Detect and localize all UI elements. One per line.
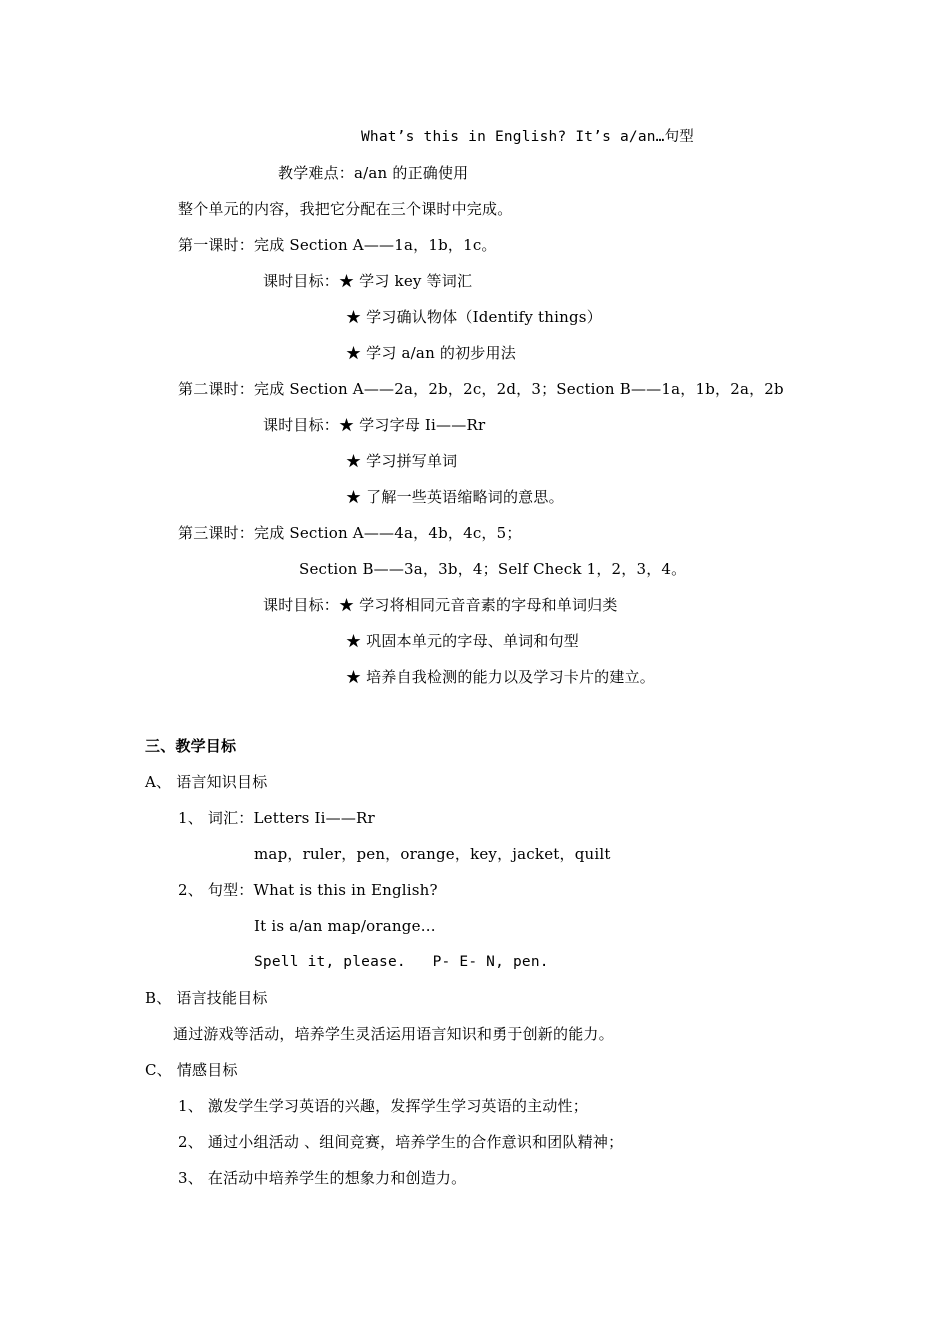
lesson-1-goal-2: ★ 学习确认物体（Identify things） bbox=[346, 308, 602, 326]
goal-a-sentence: 2、 句型：What is this in English? bbox=[178, 881, 438, 899]
sentence-pattern-line: What’s this in English? It’s a/an…句型 bbox=[361, 129, 695, 145]
unit-allocation-text: 整个单元的内容，我把它分配在三个课时中完成。 bbox=[178, 200, 513, 218]
goal-c-heading: C、 情感目标 bbox=[145, 1061, 238, 1079]
lesson-3-goal-2: ★ 巩固本单元的字母、单词和句型 bbox=[346, 632, 579, 650]
lesson-3-goal-3: ★ 培养自我检测的能力以及学习卡片的建立。 bbox=[346, 668, 655, 686]
lesson-1-heading: 第一课时：完成 Section A——1a，1b，1c。 bbox=[178, 236, 497, 254]
lesson-3-goal-1: 课时目标：★ 学习将相同元音音素的字母和单词归类 bbox=[263, 596, 618, 614]
goal-c-item-2: 2、 通过小组活动 、组间竞赛，培养学生的合作意识和团队精神； bbox=[178, 1133, 624, 1151]
goal-a-heading: A、 语言知识目标 bbox=[145, 773, 268, 791]
goal-a-sentence-3: Spell it, please. P- E- N, pen. bbox=[254, 954, 549, 970]
lesson-2-goal-1: 课时目标：★ 学习字母 Ii——Rr bbox=[263, 416, 486, 434]
section-heading-teaching-goals: 三、教学目标 bbox=[145, 737, 237, 755]
lesson-3-heading: 第三课时：完成 Section A——4a，4b，4c，5； bbox=[178, 524, 522, 542]
goal-c-item-3: 3、 在活动中培养学生的想象力和创造力。 bbox=[178, 1169, 467, 1187]
goal-a-sentence-2: It is a/an map/orange… bbox=[254, 917, 436, 935]
lesson-2-goal-3: ★ 了解一些英语缩略词的意思。 bbox=[346, 488, 564, 506]
goal-c-item-1: 1、 激发学生学习英语的兴趣，发挥学生学习英语的主动性； bbox=[178, 1097, 588, 1115]
goal-b-heading: B、 语言技能目标 bbox=[145, 989, 268, 1007]
lesson-2-goal-2: ★ 学习拼写单词 bbox=[346, 452, 458, 470]
teaching-difficulty: 教学难点：a/an 的正确使用 bbox=[278, 164, 469, 182]
lesson-3-heading-cont: Section B——3a，3b，4；Self Check 1，2，3，4。 bbox=[299, 560, 687, 578]
goal-a-vocab-words: map，ruler，pen，orange，key，jacket，quilt bbox=[254, 845, 611, 863]
lesson-1-goal-3: ★ 学习 a/an 的初步用法 bbox=[346, 344, 516, 362]
goal-a-vocab: 1、 词汇：Letters Ii——Rr bbox=[178, 809, 375, 827]
lesson-1-goal-1: 课时目标：★ 学习 key 等词汇 bbox=[263, 272, 473, 290]
lesson-2-heading: 第二课时：完成 Section A——2a，2b，2c，2d，3；Section B——1a，1b，2a，2b bbox=[178, 380, 784, 398]
goal-b-text: 通过游戏等活动，培养学生灵活运用语言知识和勇于创新的能力。 bbox=[173, 1025, 614, 1043]
